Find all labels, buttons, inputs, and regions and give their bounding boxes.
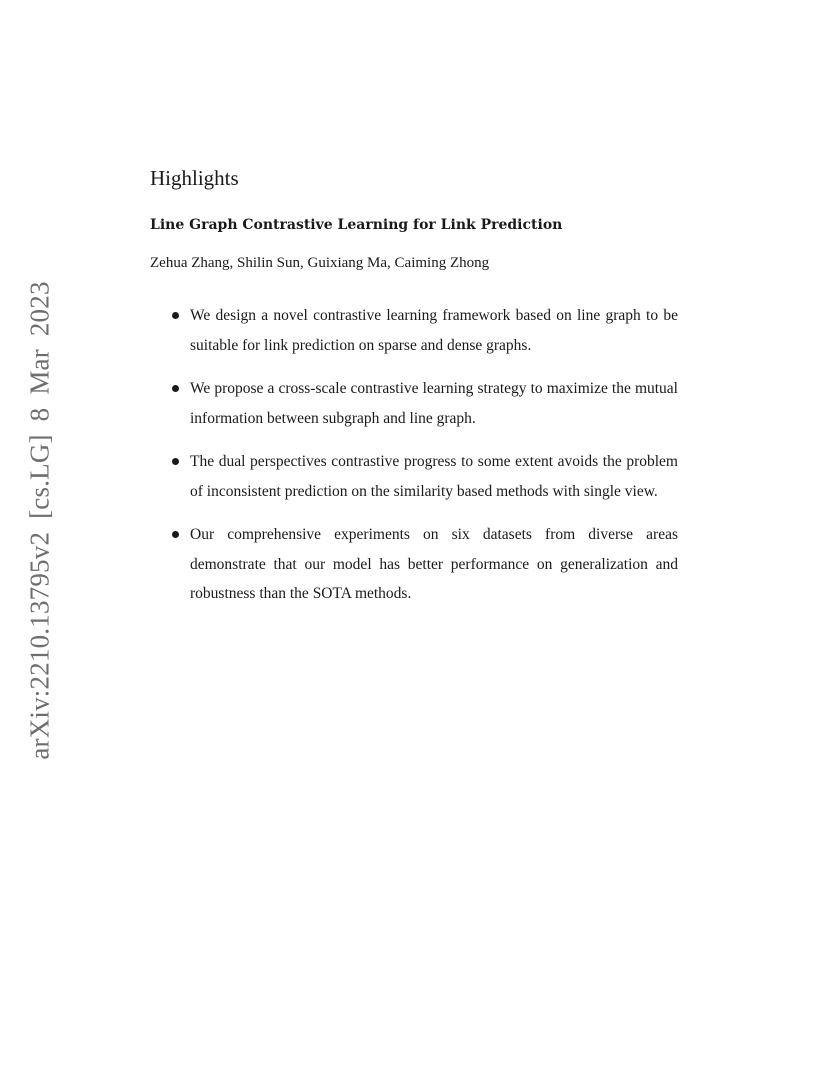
highlight-text: We design a novel contrastive learning framework based on line graph to be suitable for link prediction on sparse and dense graphs.: [190, 307, 678, 354]
section-heading: Highlights: [150, 166, 239, 190]
bullet-icon: [172, 531, 179, 538]
arxiv-identifier-text: arXiv:2210.13795v2 [cs.LG] 8 Mar 2023: [24, 280, 55, 760]
highlight-item: [150, 447, 678, 506]
highlight-item: [150, 374, 678, 433]
highlights-page: [150, 160, 678, 623]
bullet-icon: [172, 458, 179, 465]
highlight-text: The dual perspectives contrastive progress to some extent avoids the problem of inconsistent prediction on the similarity based methods with single view.: [190, 453, 678, 500]
bullet-icon: [172, 385, 179, 392]
author-list: Zehua Zhang, Shilin Sun, Guixiang Ma, Caiming Zhong: [150, 255, 490, 271]
highlights-list: [150, 301, 678, 609]
highlight-item: [150, 301, 678, 360]
paper-title: Line Graph Contrastive Learning for Link Prediction: [150, 217, 563, 233]
highlight-text: We propose a cross-scale contrastive learning strategy to maximize the mutual information between subgraph and line graph.: [190, 380, 678, 427]
highlight-text: Our comprehensive experiments on six datasets from diverse areas demonstrate that our model has better performance on generalization and robustness than the SOTA methods.: [190, 526, 678, 602]
arxiv-identifier-stamp: [22, 280, 58, 760]
highlight-item: [150, 520, 678, 609]
bullet-icon: [172, 312, 179, 319]
